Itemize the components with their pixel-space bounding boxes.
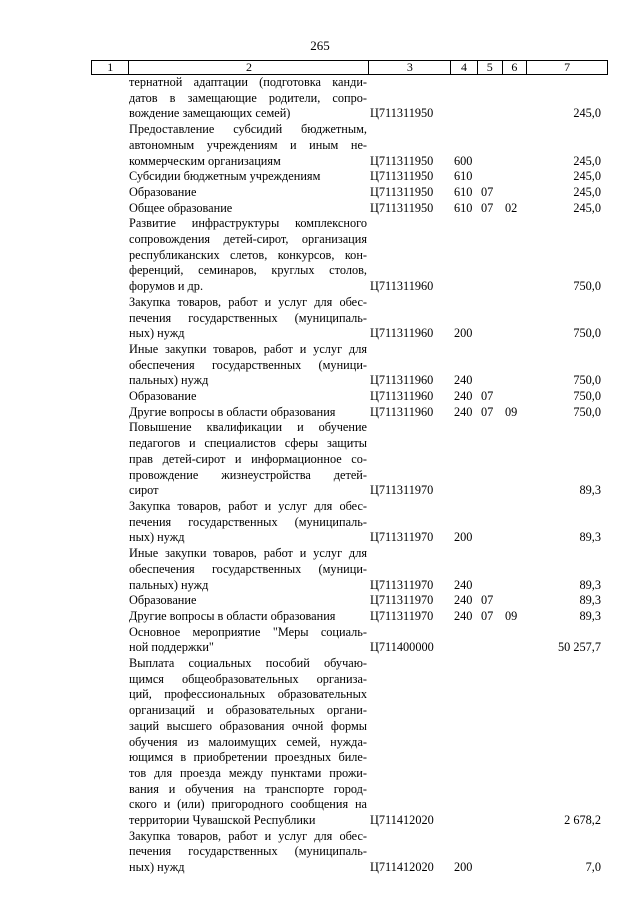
row-description-line: педагогов и специалистов сферы защиты	[129, 436, 367, 451]
row-description-line: Иные закупки товаров, работ и услуг для	[129, 546, 367, 561]
row-description-line: сирот	[129, 483, 159, 498]
row-target-code: Ц711311960	[370, 404, 434, 419]
row-section: 07	[481, 184, 494, 199]
row-target-code: Ц711311970	[370, 593, 434, 608]
row-description-line: автономным учреждениям и иным не-	[129, 137, 367, 152]
row-amount: 750,0	[573, 389, 601, 404]
row-description-line: Образование	[129, 593, 197, 608]
row-description-line: республиканских слетов, конкурсов, кон-	[129, 247, 367, 262]
row-expense-type: 600	[454, 153, 473, 168]
table-row	[91, 389, 611, 405]
col-header-1: 1	[92, 61, 129, 75]
row-amount: 245,0	[573, 153, 601, 168]
row-description-line: ского и (или) пригородного сообщения на	[129, 797, 367, 812]
row-amount: 89,3	[579, 577, 601, 592]
col-header-6: 6	[502, 61, 527, 75]
row-section: 07	[481, 389, 494, 404]
row-amount: 245,0	[573, 184, 601, 199]
row-expense-type: 240	[454, 373, 473, 388]
row-expense-type: 200	[454, 326, 473, 341]
row-amount: 750,0	[573, 279, 601, 294]
col-header-2: 2	[129, 61, 369, 75]
row-section: 07	[481, 608, 494, 623]
col-header-5: 5	[477, 61, 502, 75]
row-amount: 89,3	[579, 483, 601, 498]
table-row	[91, 185, 611, 201]
table-row	[91, 201, 611, 217]
row-description-line: пальных) нужд	[129, 577, 209, 592]
row-target-code: Ц711311950	[370, 153, 434, 168]
row-expense-type: 240	[454, 389, 473, 404]
row-description-line: Образование	[129, 389, 197, 404]
row-description-line: щимся общеобразовательных организа-	[129, 671, 367, 686]
row-amount: 245,0	[573, 200, 601, 215]
row-description-line: коммерческим организациям	[129, 153, 281, 168]
row-target-code: Ц711412020	[370, 860, 434, 875]
row-subsection: 09	[505, 608, 518, 623]
row-amount: 89,3	[579, 608, 601, 623]
row-description-line: вания и обучения на транспорте город-	[129, 781, 367, 796]
row-amount: 2 678,2	[564, 813, 601, 828]
table-row	[91, 216, 611, 295]
row-description-line: территории Чувашской Республики	[129, 813, 316, 828]
row-expense-type: 240	[454, 404, 473, 419]
row-description-line: Общее образование	[129, 200, 233, 215]
row-description-line: Иные закупки товаров, работ и услуг для	[129, 341, 367, 356]
row-target-code: Ц711311960	[370, 373, 434, 388]
row-target-code: Ц711311960	[370, 326, 434, 341]
table-row	[91, 405, 611, 421]
row-amount: 7,0	[585, 860, 601, 875]
table-row	[91, 295, 611, 342]
row-amount: 89,3	[579, 593, 601, 608]
row-target-code: Ц711311960	[370, 279, 434, 294]
col-header-3: 3	[369, 61, 451, 75]
table-row	[91, 546, 611, 593]
row-description-line: обеспечения государственных (муници-	[129, 357, 367, 372]
row-description-line: обучения из малоимущих семей, нужда-	[129, 734, 367, 749]
row-description-line: тов для проезда между пунктами прожи-	[129, 765, 367, 780]
row-expense-type: 200	[454, 860, 473, 875]
row-description-line: Закупка товаров, работ и услуг для обес-	[129, 294, 367, 309]
row-description-line: печения государственных (муниципаль-	[129, 514, 367, 529]
row-description-line: Основное мероприятие "Меры социаль-	[129, 624, 367, 639]
row-expense-type: 240	[454, 593, 473, 608]
table-row	[91, 625, 611, 656]
row-amount: 50 257,7	[557, 640, 601, 655]
row-amount: 750,0	[573, 404, 601, 419]
col-header-7: 7	[527, 61, 608, 75]
row-target-code: Ц711311950	[370, 169, 434, 184]
row-description-line: ющимся в приобретении проездных биле-	[129, 750, 367, 765]
row-section: 07	[481, 593, 494, 608]
row-target-code: Ц711311950	[370, 106, 434, 121]
table-row	[91, 122, 611, 169]
row-target-code: Ц711311970	[370, 608, 434, 623]
row-amount: 750,0	[573, 326, 601, 341]
row-description-line: Другие вопросы в области образования	[129, 608, 336, 623]
row-description-line: форумов и др.	[129, 279, 204, 294]
row-description-line: организаций и образовательных органи-	[129, 703, 367, 718]
row-description-line: Развитие инфраструктуры комплексного	[129, 216, 367, 231]
row-description-line: Повышение квалификации и обучение	[129, 420, 367, 435]
row-target-code: Ц711311970	[370, 577, 434, 592]
table-row	[91, 499, 611, 546]
row-description-line: Образование	[129, 184, 197, 199]
row-amount: 245,0	[573, 106, 601, 121]
row-target-code: Ц711311970	[370, 530, 434, 545]
row-description-line: печения государственных (муниципаль-	[129, 310, 367, 325]
table-row	[91, 656, 611, 829]
row-description-line: Выплата социальных пособий обучаю-	[129, 656, 367, 671]
row-target-code: Ц711311960	[370, 389, 434, 404]
row-description-line: Закупка товаров, работ и услуг для обес-	[129, 498, 367, 513]
table-row	[91, 169, 611, 185]
row-expense-type: 610	[454, 184, 473, 199]
row-subsection: 02	[505, 200, 518, 215]
row-description-line: ных) нужд	[129, 530, 185, 545]
row-description-line: печения государственных (муниципаль-	[129, 844, 367, 859]
row-description-line: Предоставление субсидий бюджетным,	[129, 122, 367, 137]
row-amount: 89,3	[579, 530, 601, 545]
row-target-code: Ц711412020	[370, 813, 434, 828]
table-row	[91, 609, 611, 625]
table-row	[91, 593, 611, 609]
table-row	[91, 420, 611, 499]
row-description-line: сопровождения детей-сирот, организация	[129, 232, 367, 247]
row-description-line: обеспечения государственных (муници-	[129, 561, 367, 576]
row-description-line: вождение замещающих семей)	[129, 106, 291, 121]
row-expense-type: 610	[454, 200, 473, 215]
row-section: 07	[481, 404, 494, 419]
row-expense-type: 240	[454, 608, 473, 623]
row-expense-type: 240	[454, 577, 473, 592]
row-description-line: ных) нужд	[129, 860, 185, 875]
row-target-code: Ц711311950	[370, 200, 434, 215]
table-row	[91, 342, 611, 389]
row-amount: 245,0	[573, 169, 601, 184]
row-description-line: пальных) нужд	[129, 373, 209, 388]
table-row	[91, 75, 611, 122]
row-description-line: ций, профессиональных образовательных	[129, 687, 367, 702]
row-description-line: ной поддержки"	[129, 640, 214, 655]
row-target-code: Ц711311950	[370, 184, 434, 199]
row-section: 07	[481, 200, 494, 215]
row-subsection: 09	[505, 404, 518, 419]
column-header-row	[91, 60, 608, 75]
row-description-line: тернатной адаптации (подготовка канди-	[129, 75, 367, 89]
table-row	[91, 829, 611, 876]
row-target-code: Ц711400000	[370, 640, 434, 655]
row-description-line: Закупка товаров, работ и услуг для обес-	[129, 828, 367, 843]
row-target-code: Ц711311970	[370, 483, 434, 498]
row-expense-type: 200	[454, 530, 473, 545]
row-amount: 750,0	[573, 373, 601, 388]
row-description-line: заций высшего образования очной формы	[129, 718, 367, 733]
budget-table-body	[91, 75, 611, 876]
col-header-4: 4	[451, 61, 478, 75]
row-description-line: Другие вопросы в области образования	[129, 404, 336, 419]
row-description-line: Субсидии бюджетным учреждениям	[129, 169, 321, 184]
row-description-line: ных) нужд	[129, 326, 185, 341]
row-expense-type: 610	[454, 169, 473, 184]
row-description-line: провождение жизнеустройства детей-	[129, 467, 367, 482]
row-description-line: ференций, семинаров, круглых столов,	[129, 263, 367, 278]
row-description-line: датов в замещающие родители, сопро-	[129, 90, 367, 105]
page-number: 265	[310, 38, 330, 53]
row-description-line: прав детей-сирот и информационное со-	[129, 451, 367, 466]
